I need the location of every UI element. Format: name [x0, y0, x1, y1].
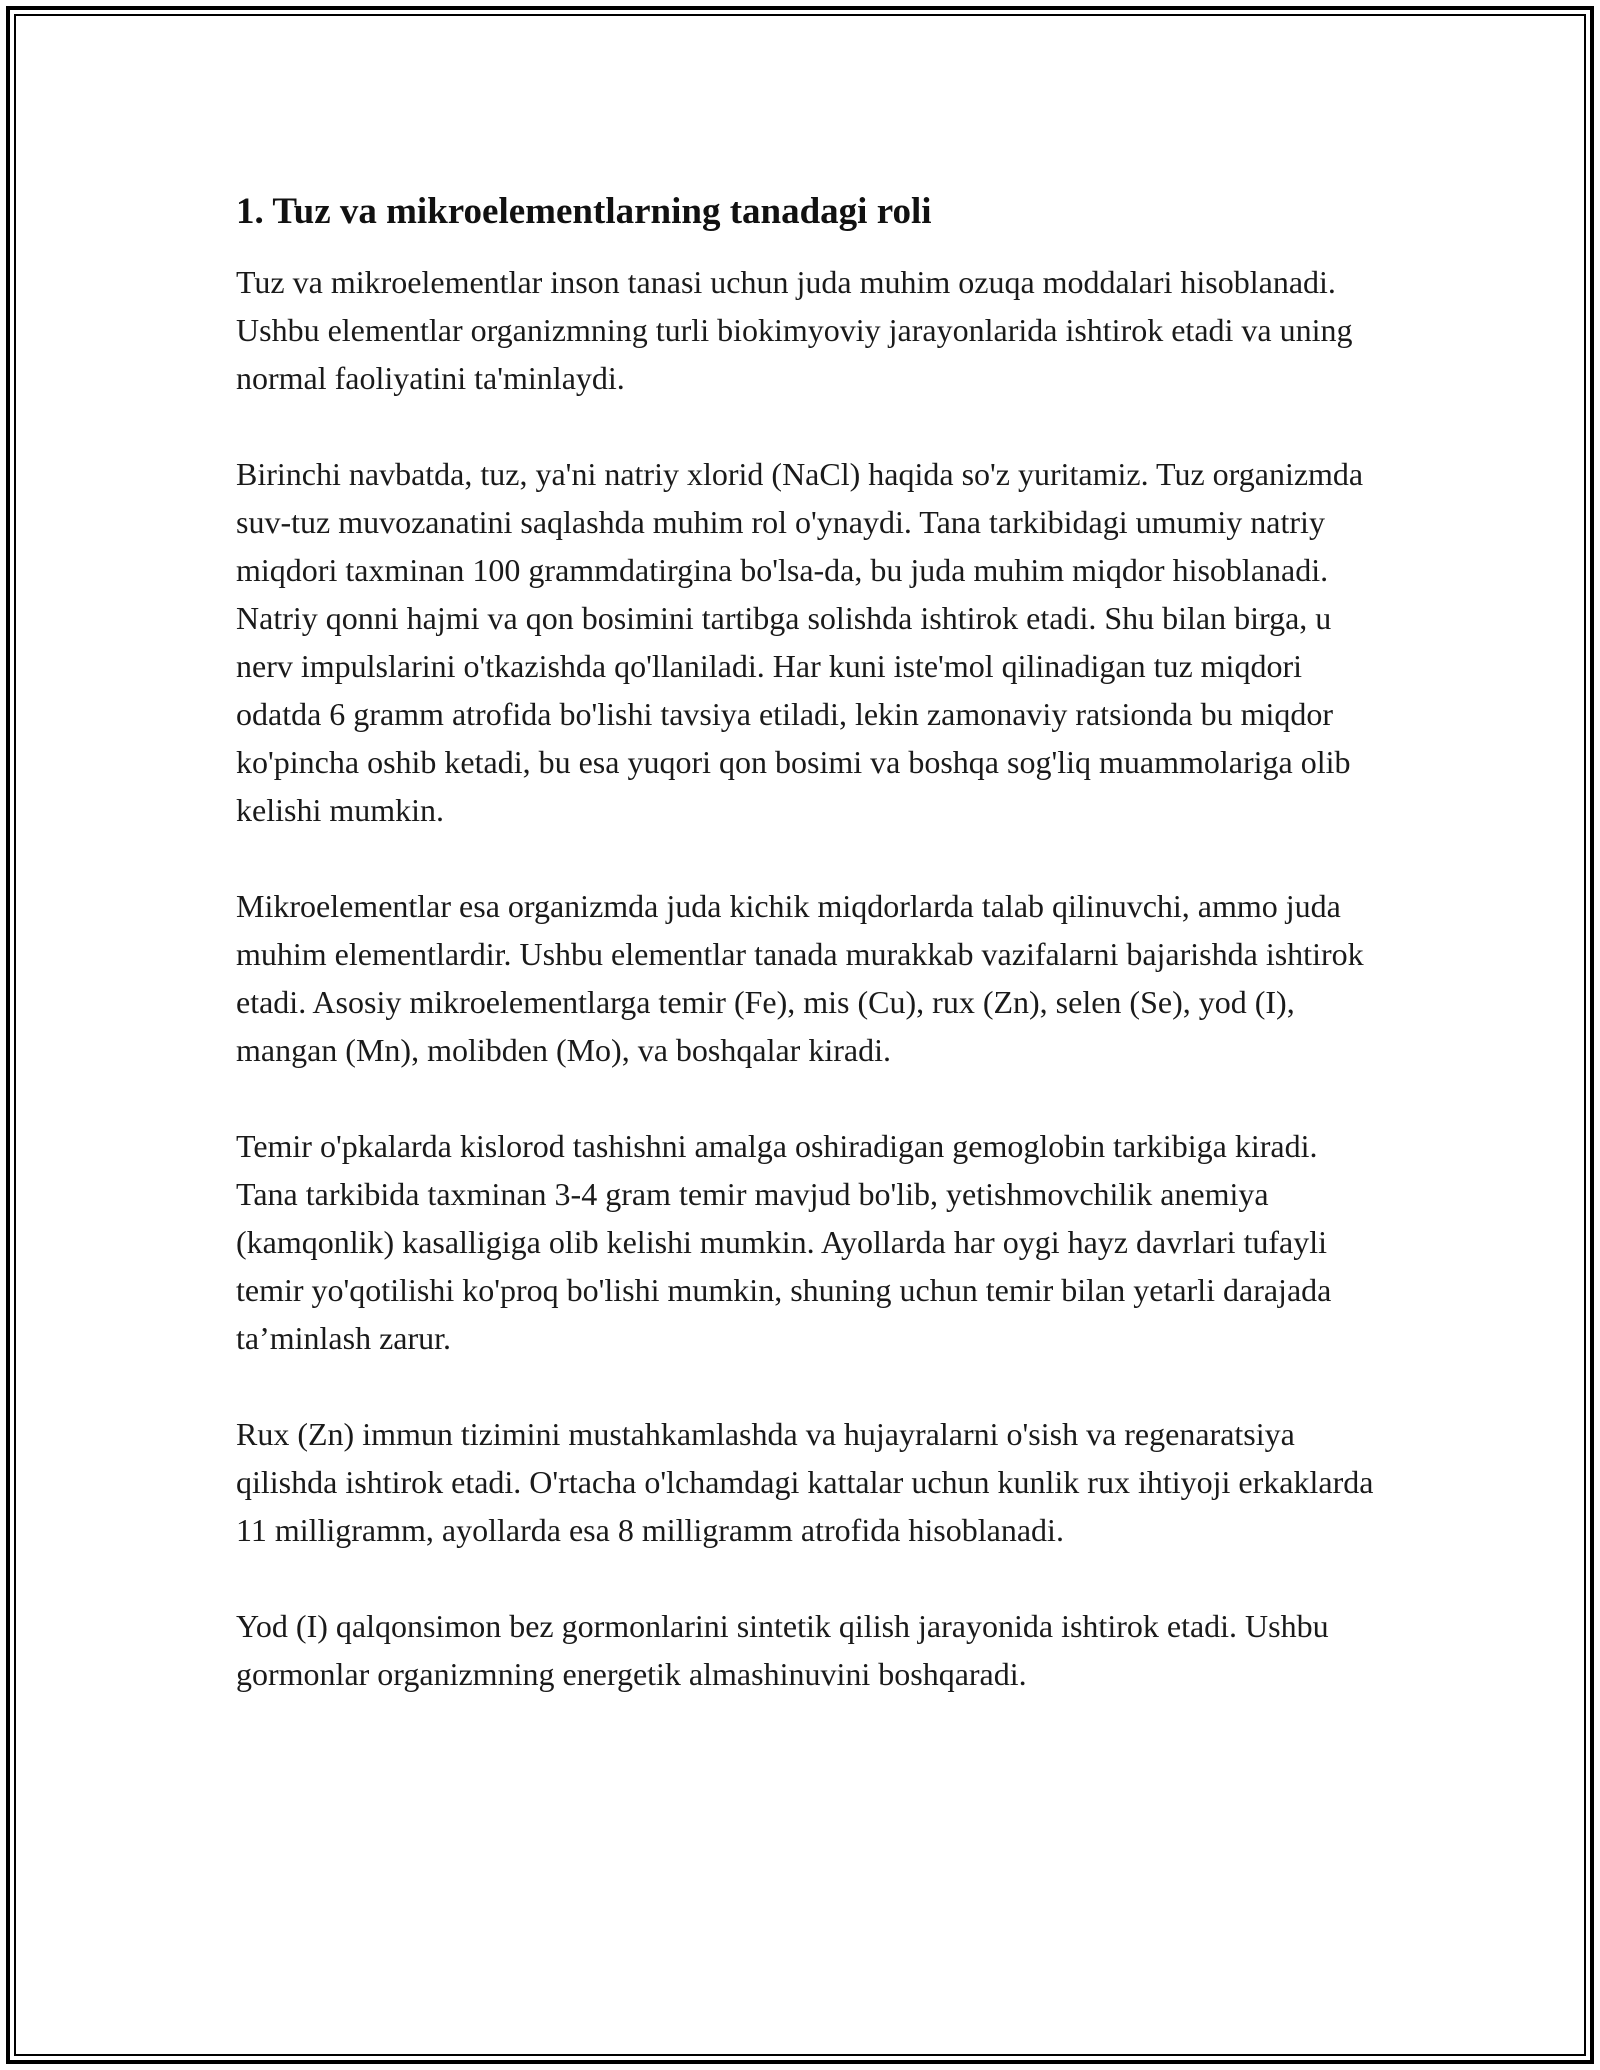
paragraph-intro: Tuz va mikroelementlar inson tanasi uchun juda muhim ozuqa moddalari hisoblanadi. Ushbu elementlar organizmning turli biokimyoviy jarayonlarida ishtirok etadi va uning normal faoliyatini ta'minlaydi. — [236, 264, 1353, 396]
paragraph-iron: Temir o'pkalarda kislorod tashishni amalga oshiradigan gemoglobin tarkibiga kiradi. Tana tarkibida taxminan 3-4 gram temir mavjud bo'lib, yetishmovchilik anemiya (kamqonlik) kasalligiga olib kelishi mumkin. Ayollarda har oygi hayz davrlari tufayli temir yo'qotilishi ko'proq bo'lishi mumkin, shuning uchun temir bilan yetarli darajada ta’minlash zarur. — [236, 1128, 1332, 1356]
paragraph-iodine: Yod (I) qalqonsimon bez gormonlarini sintetik qilish jarayonida ishtirok etadi. Ushbu gormonlar organizmning energetik almashinuvini boshqaradi. — [236, 1608, 1329, 1692]
section-heading: 1. Tuz va mikroelementlarning tanadagi roli — [236, 191, 932, 232]
document-body — [236, 188, 1376, 1746]
paragraph-salt: Birinchi navbatda, tuz, ya'ni natriy xlorid (NaCl) haqida so'z yuritamiz. Tuz organizmda suv-tuz muvozanatini saqlashda muhim rol o'ynaydi. Tana tarkibidagi umumiy natriy miqdori taxminan 100 grammdatirgina bo'lsa-da, bu juda muhim miqdor hisoblanadi. Natriy qonni hajmi va qon bosimini tartibga solishda ishtirok etadi. Shu bilan birga, u nerv impulslarini o'tkazishda qo'llaniladi. Har kuni iste'mol qilinadigan tuz miqdori odatda 6 gramm atrofida bo'lishi tavsiya etiladi, lekin zamonaviy ratsionda bu miqdor ko'pincha oshib ketadi, bu esa yuqori qon bosimi va boshqa sog'liq muammolariga olib kelishi mumkin. — [236, 456, 1364, 828]
paragraph-microelements: Mikroelementlar esa organizmda juda kichik miqdorlarda talab qilinuvchi, ammo juda muhim elementlardir. Ushbu elementlar tanada murakkab vazifalarni bajarishda ishtirok etadi. Asosiy mikroelementlarga temir (Fe), mis (Cu), rux (Zn), selen (Se), yod (I), mangan (Mn), molibden (Mo), va boshqalar kiradi. — [236, 888, 1364, 1068]
paragraph-zinc: Rux (Zn) immun tizimini mustahkamlashda va hujayralarni o'sish va regenaratsiya qilishda ishtirok etadi. O'rtacha o'lchamdagi kattalar uchun kunlik rux ihtiyoji erkaklarda 11 milligramm, ayollarda esa 8 milligramm atrofida hisoblanadi. — [236, 1416, 1374, 1548]
